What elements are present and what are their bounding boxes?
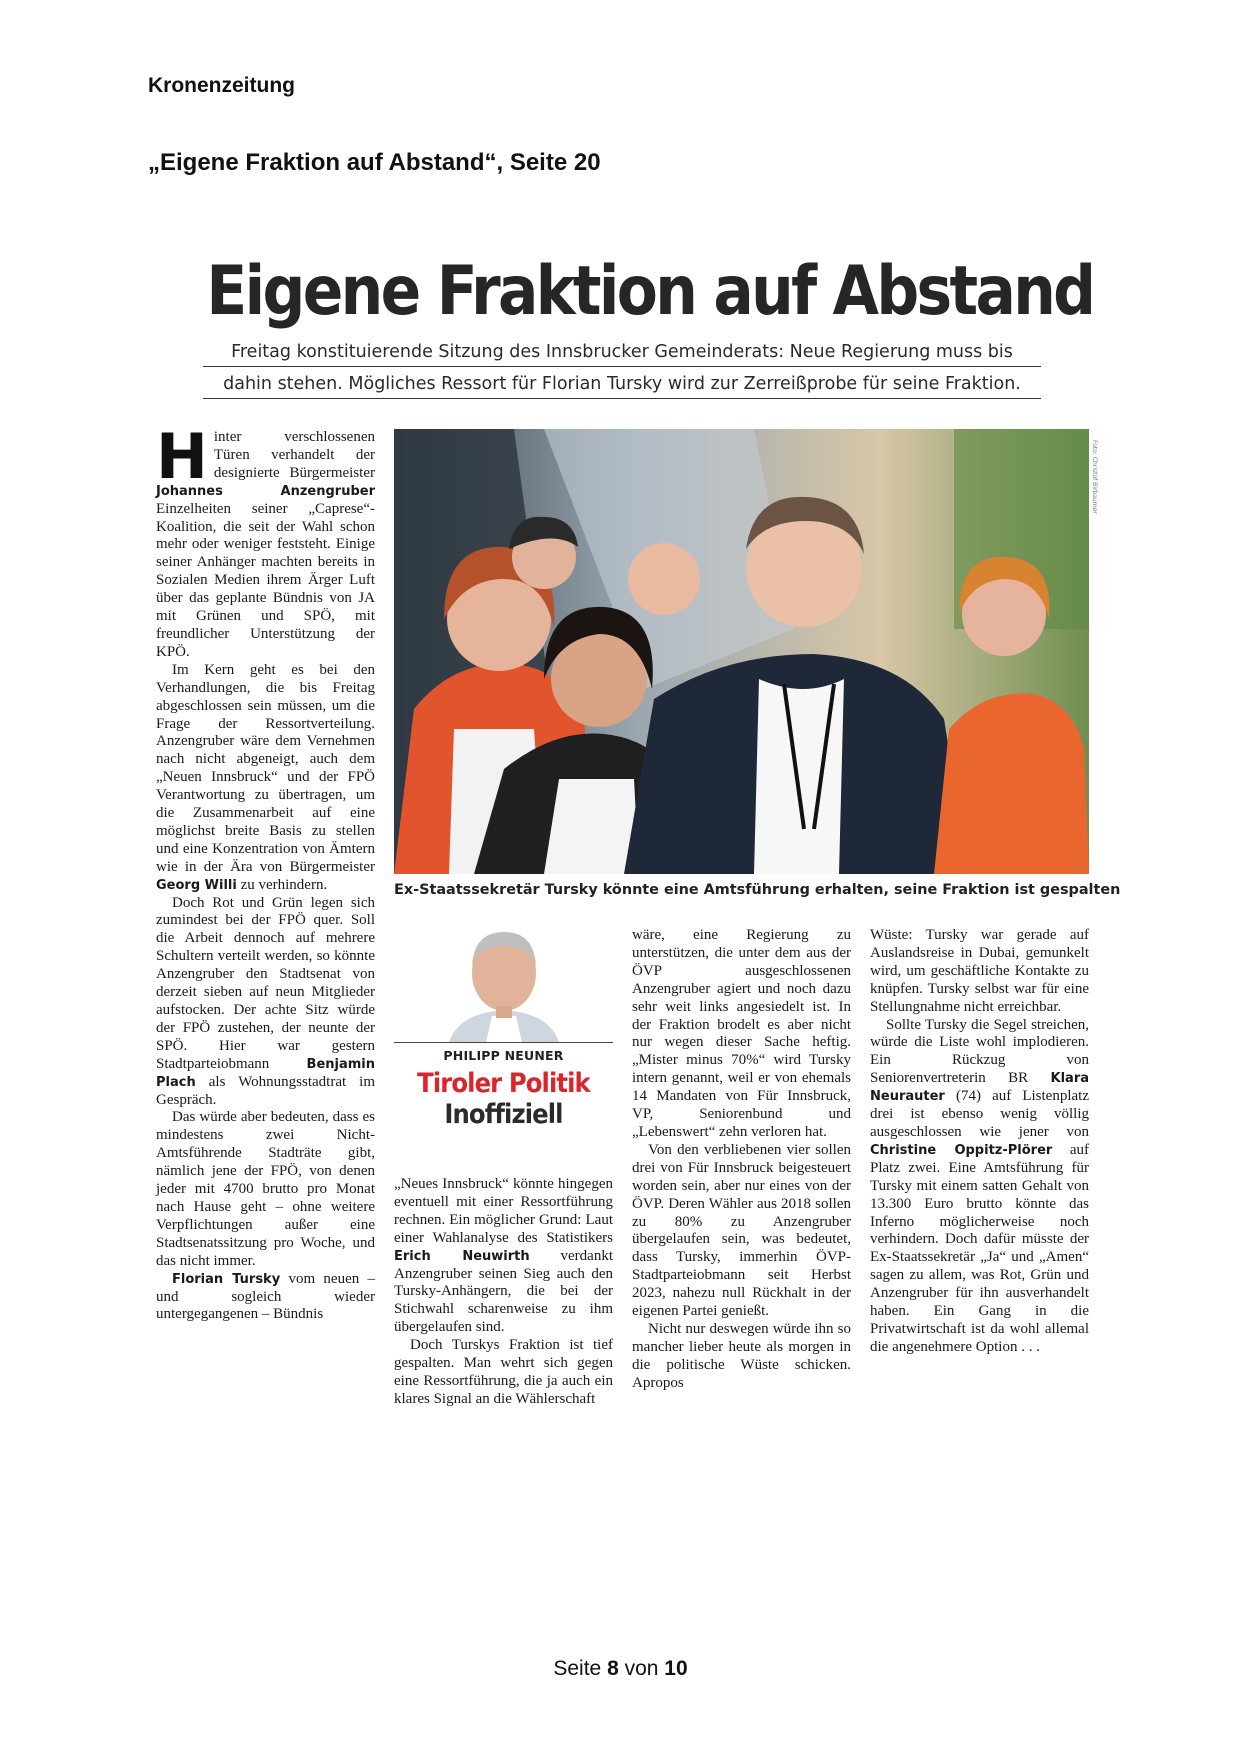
paragraph: Wüste: Tursky war gerade auf Auslandsreise in Dubai, gemunkelt wird, um geschäftliche Kontakte zu knüpfen. Tursky selbst war für eine Stellungnahme nicht erreichbar.	[870, 927, 1089, 1015]
text-run: auf Platz zwei. Eine Amtsführung für Tursky mit einem satten Gehalt von 13.300 Euro brutto könnte das Inferno möglicherweise noch verhindern. Doch dafür müsste der Ex-Staatssekretär „Ja“ und „Amen“ sagen zu allem, was Rot, Grün und Anzengruber für ihn ausverhandelt haben. Ein Gang in die Privatwirtschaft ist da wohl allemal die angenehmere Option . . .	[870, 1141, 1089, 1355]
paragraph	[870, 1017, 1089, 1357]
text-run: (74) auf Listenplatz drei ist ebenso wenig völlig ausgeschlossen wie jener von	[870, 1088, 1089, 1140]
source-label: Kronenzeitung	[148, 74, 295, 97]
clip-title: „Eigene Fraktion auf Abstand“, Seite 20	[148, 149, 601, 176]
article-column-4	[870, 927, 1089, 1357]
author-name: PHILIPP NEUNER	[443, 1048, 564, 1063]
divider	[394, 1042, 613, 1043]
article-subline-2: dahin stehen. Mögliches Ressort für Florian Tursky wird zur Zerreißprobe für seine Fraktion.	[203, 374, 1041, 399]
text-run: Sollte Tursky die Segel streichen, würde die Liste wohl implodieren. Ein Rückzug von Seniorenvertreterin BR	[870, 1016, 1089, 1087]
text-run: vom neuen – und sogleich wieder untergegangenen – Bündnis	[156, 1270, 376, 1323]
column-title	[405, 1068, 602, 1130]
text-run: Doch Rot und Grün legen sich zumindest bei der FPÖ quer. Soll die Arbeit dennoch auf mehrere Schultern verteilt werden, so könnte Anzengruber den Stadtsenat von derzeit sieben auf neun Mitglieder aufstocken. Der achte Sitz würde der FPÖ zustehen, der neunte der SPÖ. Hier war gestern Stadtparteiobmann	[156, 894, 375, 1072]
paragraph	[156, 1271, 375, 1325]
person-name: Johannes Anzengruber	[156, 483, 375, 499]
text-run: zu verhindern.	[240, 876, 328, 893]
text-run: „Neues Innsbruck“ könnte hingegen eventuell mit einer Ressortführung rechnen. Ein möglicher Grund: Laut einer Wahlanalyse des Statistikers	[394, 1176, 613, 1246]
page-prefix: Seite	[553, 1657, 602, 1680]
person-name: Georg Willi	[156, 877, 237, 893]
page-current: 8	[607, 1657, 619, 1680]
text-run: Einzelheiten seiner „Caprese“-Koalition, die seit der Wahl schon mehr oder weniger feststeht. Einige seiner Anhänger machten bereits in Sozialen Medien ihrem Ärger Luft über das geplante Bündnis von JA mit Grünen und SPÖ, mit freundlicher Unterstützung der KPÖ.	[156, 500, 375, 660]
paragraph: Das würde aber bedeuten, dass es mindestens zwei Nicht-Amtsführende Stadträte gibt, nämlich jene der FPÖ, von denen jeder mit 4700 brutto pro Monat nach Hause geht – ohne weitere Verpflichtungen außer eine Stadtsenatssitzung pro Woche, und das nicht immer.	[156, 1109, 375, 1269]
paragraph: wäre, eine Regierung zu unterstützen, die unter dem aus der ÖVP ausgeschlossenen Anzengruber agiert und noch dazu sehr weit links angesiedelt ist. In der Fraktion brodelt es aber nicht nur wegen dieser Sache heftig. „Mister minus 70%“ wird Tursky intern genannt, weil er von ehemals 14 Mandaten von Für Innsbruck, VP, Seniorenbund und „Lebenswert“ zehn verloren hat.	[632, 927, 851, 1140]
person-name: Christine Oppitz-Plörer	[870, 1142, 1053, 1158]
article-column-1	[156, 420, 376, 1324]
person-name: Benjamin Plach	[156, 1056, 375, 1090]
person-name: Erich Neuwirth	[394, 1248, 530, 1264]
paragraph	[156, 420, 375, 662]
photo-credit: Foto: Christof Birbaumer	[1091, 440, 1098, 514]
text-run: Im Kern geht es bei den Verhandlungen, die bis Freitag abgeschlossen sein müssen, um die Frage der Ressortverteilung. Anzengruber wäre dem Vernehmen nach nicht abgeneigt, auch dem „Neuen Innsbruck“ und der FPÖ Verantwortung zu übertragen, um die Zusammenarbeit auf eine möglichst breite Basis zu stellen und eine Konzentration von Ämtern wie in der Ära von Bürgermeister	[156, 661, 375, 875]
article-column-2	[394, 1176, 613, 1409]
column-author-box	[394, 918, 613, 1138]
page-indicator	[0, 1657, 1241, 1681]
paragraph	[394, 1176, 613, 1337]
page-total: 10	[664, 1657, 688, 1680]
dropcap: H	[156, 420, 208, 493]
text-run: verdankt Anzengruber seinen Sieg auch den Tursky-Anhängern, die bei der Stichwahl scharenweise zu ihm übergelaufen sind.	[394, 1247, 613, 1336]
paragraph: Nicht nur deswegen würde ihn so mancher lieber heute als morgen in die politische Wüste schicken. Apropos	[632, 1320, 851, 1391]
person-name: Florian Tursky	[172, 1271, 281, 1287]
article-photo	[394, 429, 1089, 874]
column-title-line-2: Inoffiziell	[444, 1099, 563, 1130]
text-run: als Wohnungsstadtrat im Gespräch.	[156, 1073, 376, 1108]
column-title-line-1: Tiroler Politik	[417, 1068, 590, 1099]
paragraph	[156, 662, 375, 895]
article-headline: Eigene Fraktion auf Abstand	[206, 252, 1094, 331]
person-name: Klara Neurauter	[870, 1071, 1090, 1105]
photo-caption: Ex-Staatssekretär Tursky könnte eine Amtsführung erhalten, seine Fraktion ist gespalten	[394, 882, 1121, 898]
text-run: inter verschlossenen Türen verhandelt der designierte Bürgermeister	[213, 429, 375, 481]
article-subline-1: Freitag konstituierende Sitzung des Innsbrucker Gemeinderats: Neue Regierung muss bis	[203, 342, 1041, 367]
paragraph: Von den verbliebenen vier sollen drei von Für Innsbruck beigesteuert worden sein, aber nur eines von der ÖVP. Deren Wähler aus 2018 sollen zu 80% zu Anzengruber übergelaufen sein, was bedeutet, dass Tursky, immerhin ÖVP-Stadtparteiobmann seit Herbst 2023, nahezu null Rückhalt in der eigenen Partei genießt.	[632, 1141, 851, 1320]
article-column-3	[632, 927, 851, 1393]
page-separator: von	[624, 1657, 659, 1680]
paragraph: Doch Turskys Fraktion ist tief gespalten. Man wehrt sich gegen eine Ressortführung, die ja auch ein klares Signal an die Wählerschaft	[394, 1337, 613, 1407]
author-portrait	[434, 918, 574, 1042]
paragraph	[156, 895, 375, 1110]
